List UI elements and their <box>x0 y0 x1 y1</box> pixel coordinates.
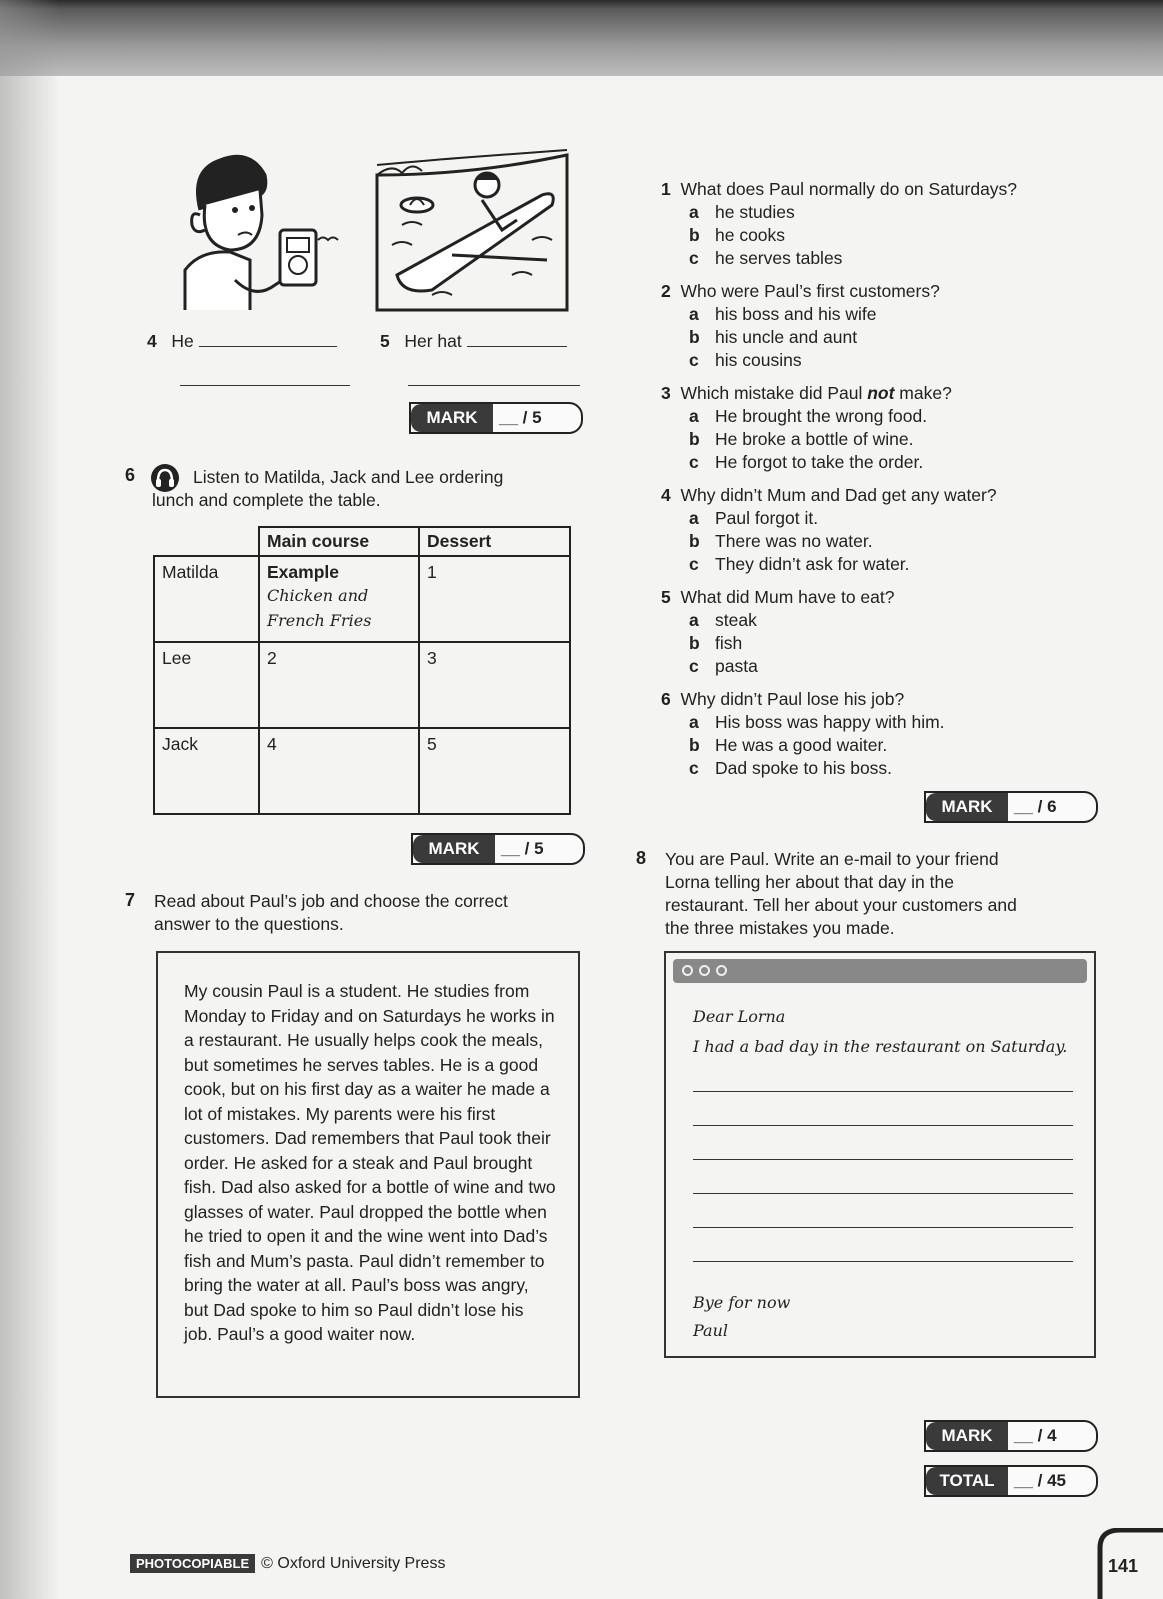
item-prompt: Her hat <box>404 331 462 351</box>
mark-label: MARK <box>926 1422 1008 1450</box>
scan-top-shadow <box>0 0 1163 76</box>
mark-box-section8 <box>924 1420 1098 1452</box>
mark-score[interactable]: __ / 4 <box>1014 1426 1057 1445</box>
row-name: Lee <box>154 642 259 728</box>
question-6 <box>661 688 1101 790</box>
item-4 <box>147 330 337 353</box>
total-score[interactable]: __ / 45 <box>1014 1471 1066 1490</box>
column-header-main-course: Main course <box>259 527 419 556</box>
question-number: 4 <box>661 485 671 505</box>
option[interactable]: c pasta <box>689 656 758 676</box>
question-list <box>661 178 1101 790</box>
example-label: Example <box>267 562 339 582</box>
option[interactable]: a He brought the wrong food. <box>689 406 928 426</box>
reading-passage-box <box>156 951 580 1398</box>
question-text: Who were Paul’s first customers? <box>680 281 940 301</box>
row-name: Jack <box>154 728 259 814</box>
mark-label: MARK <box>926 793 1008 821</box>
option[interactable]: c He forgot to take the order. <box>689 452 924 472</box>
section-6-instruction-line1: Listen to Matilda, Jack and Lee ordering <box>193 467 504 487</box>
answer-cell[interactable]: 4 <box>259 728 419 814</box>
email-window <box>664 951 1096 1358</box>
page-number: 141 <box>1108 1556 1139 1576</box>
email-signature: Paul <box>693 1321 729 1340</box>
question-number: 2 <box>661 281 671 301</box>
publisher-credit: © Oxford University Press <box>261 1554 446 1572</box>
total-label: TOTAL <box>926 1467 1008 1495</box>
total-box <box>924 1465 1098 1497</box>
section-6-instruction-line2: lunch and complete the table. <box>152 490 381 510</box>
question-text: What did Mum have to eat? <box>680 587 895 607</box>
option[interactable]: a Paul forgot it. <box>689 508 819 528</box>
question-5 <box>661 586 1101 688</box>
option[interactable]: b fish <box>689 633 743 653</box>
answer-cell[interactable]: 1 <box>419 556 570 642</box>
mark-box-section7 <box>924 791 1098 823</box>
girl-in-canoe-illustration <box>372 145 572 315</box>
order-table <box>153 526 571 815</box>
mark-score[interactable]: __ / 5 <box>499 408 542 427</box>
photocopiable-badge: PHOTOCOPIABLE <box>130 1554 255 1573</box>
window-dot-icon <box>716 965 727 976</box>
answer-line[interactable] <box>467 346 567 347</box>
answer-cell[interactable]: 5 <box>419 728 570 814</box>
email-first-line: I had a bad day in the restaurant on Saturday. <box>693 1037 1068 1056</box>
writing-line[interactable] <box>693 1159 1073 1160</box>
item-number: 4 <box>147 331 157 351</box>
table-corner <box>154 527 259 556</box>
window-dot-icon <box>682 965 693 976</box>
section-8-instruction-line1: You are Paul. Write an e-mail to your friend <box>665 849 999 869</box>
option[interactable]: b There was no water. <box>689 531 873 551</box>
email-title-bar <box>673 959 1087 983</box>
mark-score[interactable]: __ / 5 <box>501 839 544 858</box>
mark-box-section5 <box>409 402 583 434</box>
option[interactable]: b He broke a bottle of wine. <box>689 429 914 449</box>
example-cell <box>259 556 419 642</box>
example-answer-line1: Chicken and <box>267 586 369 605</box>
option[interactable]: c Dad spoke to his boss. <box>689 758 893 778</box>
question-emphasis: not <box>867 383 895 403</box>
table-row <box>154 642 570 728</box>
column-header-dessert: Dessert <box>419 527 570 556</box>
mark-label: MARK <box>413 835 495 863</box>
question-text-end: make? <box>894 383 952 403</box>
section-7-number: 7 <box>125 890 136 910</box>
answer-line[interactable] <box>199 346 337 347</box>
section-8-instruction-line4: the three mistakes you made. <box>665 918 895 938</box>
option[interactable]: b his uncle and aunt <box>689 327 858 347</box>
option[interactable]: b he cooks <box>689 225 786 245</box>
question-3 <box>661 382 1101 484</box>
boy-with-music-player-illustration <box>180 150 355 320</box>
option[interactable]: c he serves tables <box>689 248 843 268</box>
writing-line[interactable] <box>693 1261 1073 1262</box>
answer-line-second[interactable] <box>180 385 350 386</box>
question-text: Why didn’t Paul lose his job? <box>680 689 905 709</box>
question-text: Which mistake did Paul <box>680 383 868 403</box>
writing-line[interactable] <box>693 1125 1073 1126</box>
mark-score[interactable]: __ / 6 <box>1014 797 1057 816</box>
question-number: 5 <box>661 587 671 607</box>
answer-cell[interactable]: 3 <box>419 642 570 728</box>
option[interactable]: c his cousins <box>689 350 802 370</box>
option[interactable]: a he studies <box>689 202 795 222</box>
section-6-number: 6 <box>125 465 136 485</box>
option[interactable]: a His boss was happy with him. <box>689 712 945 732</box>
window-dot-icon <box>699 965 710 976</box>
table-row <box>154 556 570 642</box>
option[interactable]: b He was a good waiter. <box>689 735 888 755</box>
answer-cell[interactable]: 2 <box>259 642 419 728</box>
email-signoff: Bye for now <box>693 1293 791 1312</box>
section-7-instruction-line1: Read about Paul’s job and choose the correct <box>154 891 508 911</box>
footer <box>130 1554 445 1573</box>
section-8-number: 8 <box>636 848 647 868</box>
question-number: 3 <box>661 383 671 403</box>
scan-binding-shadow <box>0 0 60 1599</box>
option[interactable]: c They didn’t ask for water. <box>689 554 910 574</box>
writing-line[interactable] <box>693 1227 1073 1228</box>
item-prompt: He <box>171 331 194 351</box>
mark-box-section6 <box>411 833 585 865</box>
question-4 <box>661 484 1101 586</box>
section-8-instruction-line3: restaurant. Tell her about your customers and <box>665 895 1017 915</box>
question-number: 1 <box>661 179 671 199</box>
question-text: Why didn’t Mum and Dad get any water? <box>680 485 997 505</box>
question-number: 6 <box>661 689 671 709</box>
item-5 <box>380 330 567 353</box>
example-answer-line2: French Fries <box>267 611 372 630</box>
option[interactable]: a steak <box>689 610 757 630</box>
question-text: What does Paul normally do on Saturdays? <box>680 179 1018 199</box>
email-greeting: Dear Lorna <box>693 1007 786 1026</box>
option[interactable]: a his boss and his wife <box>689 304 877 324</box>
writing-line[interactable] <box>693 1091 1073 1092</box>
row-name: Matilda <box>154 556 259 642</box>
writing-line[interactable] <box>693 1193 1073 1194</box>
section-8-instruction-line2: Lorna telling her about that day in the <box>665 872 954 892</box>
item-number: 5 <box>380 331 390 351</box>
question-2 <box>661 280 1101 382</box>
question-1 <box>661 178 1101 280</box>
answer-line-second[interactable] <box>408 385 580 386</box>
table-row <box>154 728 570 814</box>
reading-passage-text: My cousin Paul is a student. He studies from Monday to Friday and on Saturdays he works in a restaurant. He usually helps cook the meals, but sometimes he serves tables. He is a good cook, but on his first day as a waiter he made a lot of mistakes. My parents were his first customers. Dad remembers that Paul took their order. He asked for a steak and Paul brought fish. Dad also asked for a bottle of wine and two glasses of water. Paul dropped the bottle when he tried to open it and the wine went into Dad’s fish and Mum’s pasta. Paul didn’t remember to bring the water at all. Paul’s boss was angry, but Dad spoke to him so Paul didn’t lose his job. Paul’s a good waiter now. <box>184 981 556 1344</box>
mark-label: MARK <box>411 404 493 432</box>
section-7-instruction-line2: answer to the questions. <box>154 914 344 934</box>
